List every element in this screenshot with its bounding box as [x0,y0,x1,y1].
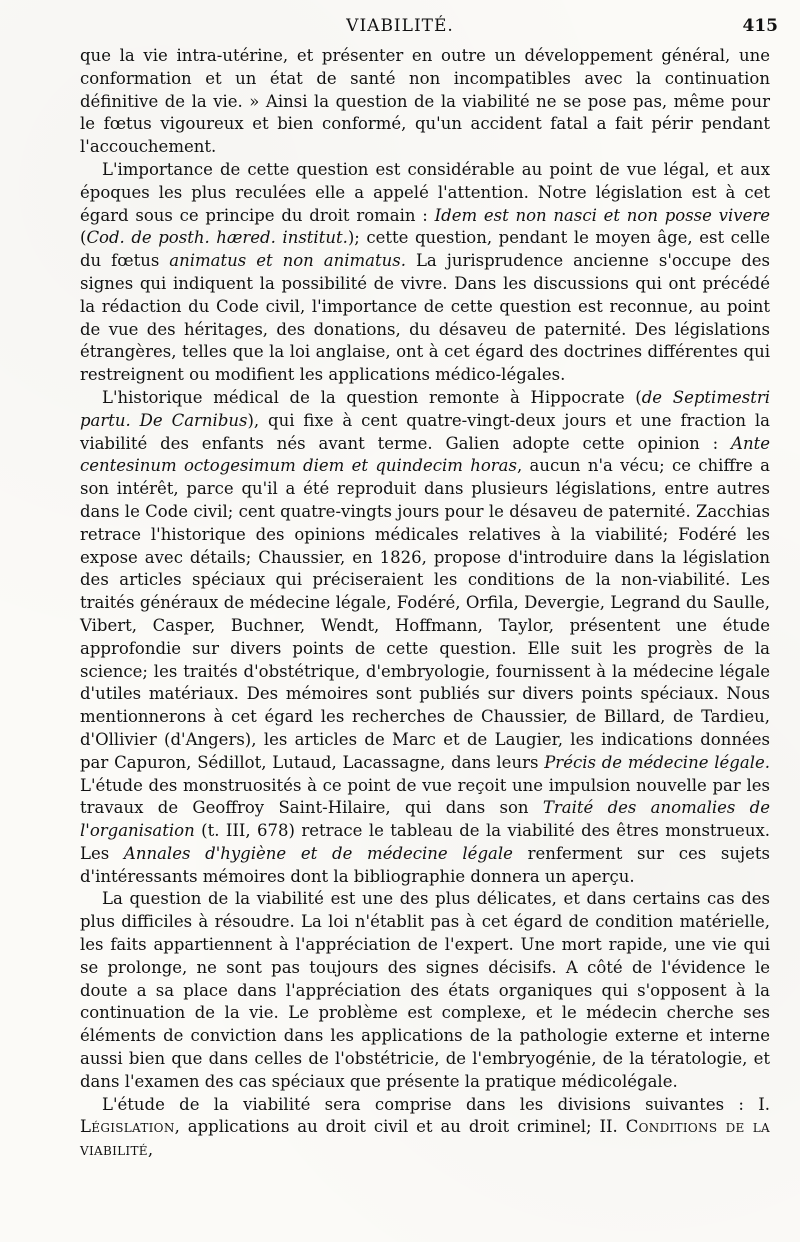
text-run: ( [80,228,87,248]
text-run: , [147,1140,154,1160]
text-run: animatus et non animatus. [169,251,406,271]
text-run: L'importance de cette question est considérable au point de vue légal, et aux époques les plus reculées elle a appelé l'attention. Notre législation est à cet égard sous ce principe du droit romain : [80,159,770,225]
text-run: Annales d'hygiène et de médecine légale [123,843,513,863]
text-run: La jurisprudence ancienne s'occupe des signes qui indiquent la possibilité de vivre. Dans les discussions qui ont précédé la rédaction du Code civil, l'importance de cette question est reconnue, au point de vue des héritages, des donations, du désaveu de paternité. Des législations étrangères, telles que la loi anglaise, ont à cet égard des doctrines différentes qui restreignent ou modifient les applications médico-légales. [80,251,770,385]
paragraph-2 [80,159,770,387]
text-run: L'étude des monstruosités à ce point de vue reçoit une impulsion nouvelle par les travaux de Geoffroy Saint-Hilaire, qui dans son [80,775,770,818]
text-run: , aucun n'a vécu; ce chiffre a son intérêt, parce qu'il a été reproduit dans plusieurs législations, entre autres dans le Code civil; cent quatre-vingts jours pour le désaveu de paternité. Zacchias retrace l'historique des opinions médicales relatives à la viabilité; Fodéré les expose avec détails; Chaussier, en 1826, propose d'introduire dans la législation des articles spéciaux qui préciseraient les conditions de la non-viabilité. Les traités généraux de médecine légale, Fodéré, Orfila, Devergie, Legrand du Saulle, Vibert, Casper, Buchner, Wendt, Hoffmann, Taylor, présentent une étude approfondie sur divers points de cette question. Elle suit les progrès de la science; les traités d'obstétrique, d'embryologie, fournissent à la médecine légale d'utiles matériaux. Des mémoires sont publiés sur divers points spéciaux. Nous mentionnerons à cet égard les recherches de Chaussier, de Billard, de Tardieu, d'Ollivier (d'Angers), les articles de Marc et de Laugier, les indications données par Capuron, Sédillot, Lutaud, Lacassagne, dans leurs [80,456,770,772]
text-run: L'étude de la viabilité sera comprise dans les divisions suivantes : I. [102,1094,770,1114]
paragraph-5 [80,1094,770,1162]
text-run: Ante centesinum octogesimum diem et quindecim horas [80,433,770,476]
running-title: VIABILITÉ. [346,16,454,36]
text-run: Cod. de posth. hæred. institut. [86,228,348,248]
text-run: renferment sur ces sujets d'intéressants mémoires dont la bibliographie donnera un aperçu. [80,843,771,886]
text-run: Conditions de la viabilité [80,1117,770,1160]
paragraph-3 [80,387,770,889]
paragraph-1 [80,45,770,159]
text-run: de Septimestri partu. De Carnibus [80,387,770,430]
text-run: Précis de médecine légale. [544,752,770,772]
text-run: Législation [80,1117,175,1137]
text-run: , applications au droit civil et au droit criminel; II. [174,1117,626,1137]
text-run: que la vie intra-utérine, et présenter en outre un développement général, une conformation et un état de santé non incompatibles avec la continuation définitive de la vie. » Ainsi la question de la viabilité ne se pose pas, même pour le fœtus vigoureux et bien conformé, qu'un accident fatal a fait périr pendant l'accouchement. [80,46,770,157]
page-number: 415 [742,16,778,36]
text-run: ), qui fixe à cent quatre-vingt-deux jours et une fraction la viabilité des enfants nés avant terme. Galien adopte cette opinion : [80,410,770,453]
text-run: ); cette question, pendant le moyen âge, est celle du fœtus [80,228,770,271]
text-run: Traité des anomalies de l'organisation [80,798,770,841]
body-text [80,45,770,1162]
text-run: La question de la viabilité est une des plus délicates, et dans certains cas des plus difficiles à résoudre. La loi n'établit pas à cet égard de condition matérielle, les faits appartiennent à l'appréciation de l'expert. Une mort rapide, une vie qui se prolonge, ne sont pas toujours des signes décisifs. A côté de l'évidence le doute a sa place dans l'appréciation des états organiques qui s'opposent à la continuation de la vie. Le problème est complexe, et le médecin cherche ses éléments de conviction dans les applications de la pathologie externe et interne aussi bien que dans celles de l'obstétricie, de l'embryogénie, de la tératologie, et dans l'examen des cas spéciaux que présente la pratique médicolégale. [80,889,770,1091]
paragraph-4 [80,888,770,1093]
text-run: L'historique médical de la question remonte à Hippocrate ( [102,387,642,407]
text-run: Idem est non nasci et non posse vivere [434,205,770,225]
running-header [0,16,800,42]
text-run: (t. III, 678) retrace le tableau de la viabilité des êtres monstrueux. Les [80,821,770,863]
